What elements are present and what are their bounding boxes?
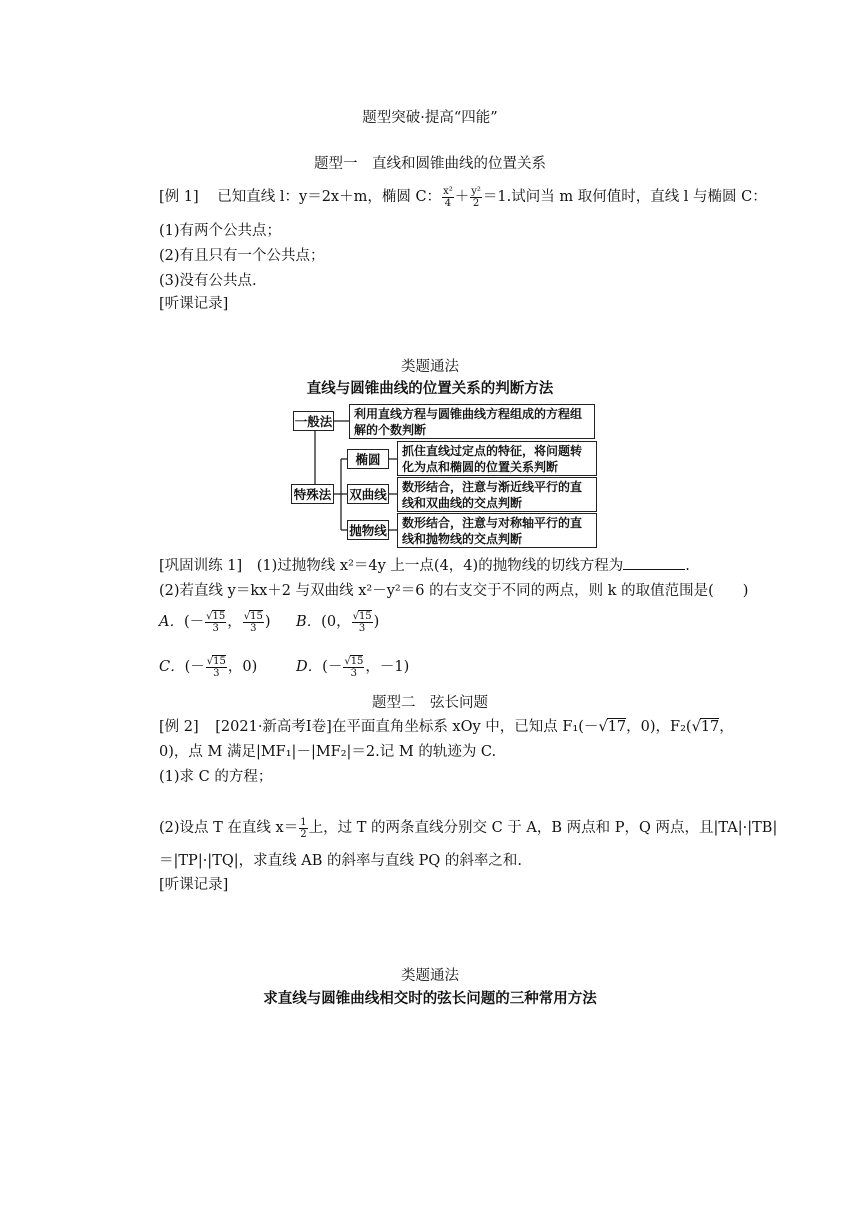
practice1-q1-text: (1)过抛物线 x²＝4y 上一点(4，4)的抛物线的切线方程为 <box>256 558 624 574</box>
practice1-tag: [巩固训练 1] <box>159 558 243 574</box>
example2-q2-line2: ＝|TP|·|TQ|，求直线 AB 的斜率与直线 PQ 的斜率之和. <box>159 853 522 869</box>
plus-sign: ＋ <box>454 189 470 205</box>
option-c[interactable]: C．(－ $\frac{√15}{3}$ ，0) <box>159 655 258 679</box>
parabola-box <box>397 513 597 548</box>
sqrt15-over-3: $\frac{√15}{3}$ <box>352 610 372 634</box>
option-a-letter: A． <box>159 614 184 630</box>
sqrt17: 17 <box>700 719 720 735</box>
example1-text-a: 已知直线 l：y＝2x＋m，椭圆 C： <box>217 189 442 205</box>
hyperbola-box <box>397 477 597 512</box>
ellipse-box <box>397 441 597 476</box>
answer-blank[interactable] <box>623 557 685 570</box>
method1-title: 直线与圆锥曲线的位置关系的判断方法 <box>306 381 554 397</box>
hyperbola-text-2: 线和双曲线的交点判断 <box>402 496 523 510</box>
diagram-connectors <box>0 0 860 560</box>
example2-line2: 0)，点 M 满足|MF₁|－|MF₂|＝2.记 M 的轨迹为 C. <box>159 744 497 760</box>
example2-q2 <box>159 816 777 840</box>
example2-text-a: [2021·新高考Ⅰ卷]在平面直角坐标系 xOy 中，已知点 F₁(－ <box>215 719 599 735</box>
practice1-q1 <box>159 554 690 575</box>
example2-line1: [例 2] [2021·新高考Ⅰ卷]在平面直角坐标系 xOy 中，已知点 F₁(－√17，0)，F₂(√17， <box>159 719 734 735</box>
example2-text-c: ， <box>719 719 734 735</box>
topic1-heading: 题型一 直线和圆锥曲线的位置关系 <box>314 156 546 172</box>
practice1-q1-period: . <box>685 558 690 574</box>
hyperbola-label: 双曲线 <box>347 484 389 504</box>
parabola-label: 抛物线 <box>347 520 389 540</box>
example1-text-b: ＝1.试问当 m 取何值时，直线 l 与椭圆 C： <box>482 189 767 205</box>
sqrt15-over-3: $\frac{√15}{3}$ <box>243 610 263 634</box>
option-d-letter: D． <box>296 659 323 675</box>
example1-item-1: (1)有两个公共点； <box>159 223 282 239</box>
option-d[interactable]: D．(－ $\frac{√15}{3}$ ，－1) <box>296 655 410 679</box>
ellipse-frac-x: $\frac{\text{x²}}{4}$ <box>443 185 453 209</box>
parabola-text-1: 数形结合，注意与对称轴平行的直 <box>402 516 583 530</box>
example1-tag: [例 1] <box>159 189 199 205</box>
example2-tag: [例 2] <box>159 719 199 735</box>
sqrt15-over-3: $\frac{√15}{3}$ <box>206 655 226 679</box>
option-b-letter: B． <box>296 614 322 630</box>
method2-label: 类题通法 <box>401 968 459 984</box>
topic2-heading: 题型二 弦长问题 <box>372 695 488 711</box>
option-a[interactable]: A．(－ $\frac{√15}{3}$ ， $\frac{√15}{3}$ ) <box>159 610 271 634</box>
hyperbola-text-1: 数形结合，注意与渐近线平行的直 <box>402 480 583 494</box>
general-method-text-1: 利用直线方程与圆锥曲线方程组成的方程组 <box>354 407 583 421</box>
ellipse-label: 椭圆 <box>347 449 389 469</box>
ellipse-text-2: 化为点和椭圆的位置关系判断 <box>402 460 559 474</box>
example2-q2-text-b: 上，过 T 的两条直线分别交 C 于 A，B 两点和 P，Q 两点，且|TA|·|TB| <box>308 820 778 836</box>
example2-q1: (1)求 C 的方程； <box>159 769 273 785</box>
ellipse-frac-y: $\frac{\text{y²}}{2}$ <box>471 185 481 209</box>
example2-notes: [听课记录] <box>159 877 229 893</box>
parabola-text-2: 线和抛物线的交点判断 <box>402 532 523 546</box>
half-fraction: $\frac{1}{2}$ <box>300 816 307 840</box>
option-b[interactable]: B．(0， $\frac{√15}{3}$ ) <box>296 610 380 634</box>
method1-label: 类题通法 <box>401 359 459 375</box>
ellipse-text-1: 抓住直线过定点的特征，将问题转 <box>402 444 583 458</box>
option-c-letter: C． <box>159 659 185 675</box>
method2-title: 求直线与圆锥曲线相交时的弦长问题的三种常用方法 <box>263 991 597 1007</box>
general-method-label: 一般法 <box>293 411 334 431</box>
sqrt17: 17 <box>607 719 627 735</box>
general-method-box <box>349 404 595 439</box>
example1-notes: [听课记录] <box>159 296 229 312</box>
sqrt15-over-3: $\frac{√15}{3}$ <box>206 610 226 634</box>
general-method-text-2: 解的个数判断 <box>354 423 427 437</box>
sqrt15-over-3: $\frac{√15}{3}$ <box>344 655 364 679</box>
section-title: 题型突破·提高“四能” <box>362 110 498 126</box>
example2-text-b: ，0)，F₂( <box>626 719 692 735</box>
example1-item-2: (2)有且只有一个公共点； <box>159 248 325 264</box>
practice1-q2: (2)若直线 y＝kx＋2 与双曲线 x²－y²＝6 的右支交于不同的两点，则 k 的取值范围是( ) <box>159 583 749 599</box>
special-method-label: 特殊法 <box>291 484 334 504</box>
example2-q2-text-a: (2)设点 T 在直线 x＝ <box>159 820 299 836</box>
example1-item-3: (3)没有公共点. <box>159 273 257 289</box>
